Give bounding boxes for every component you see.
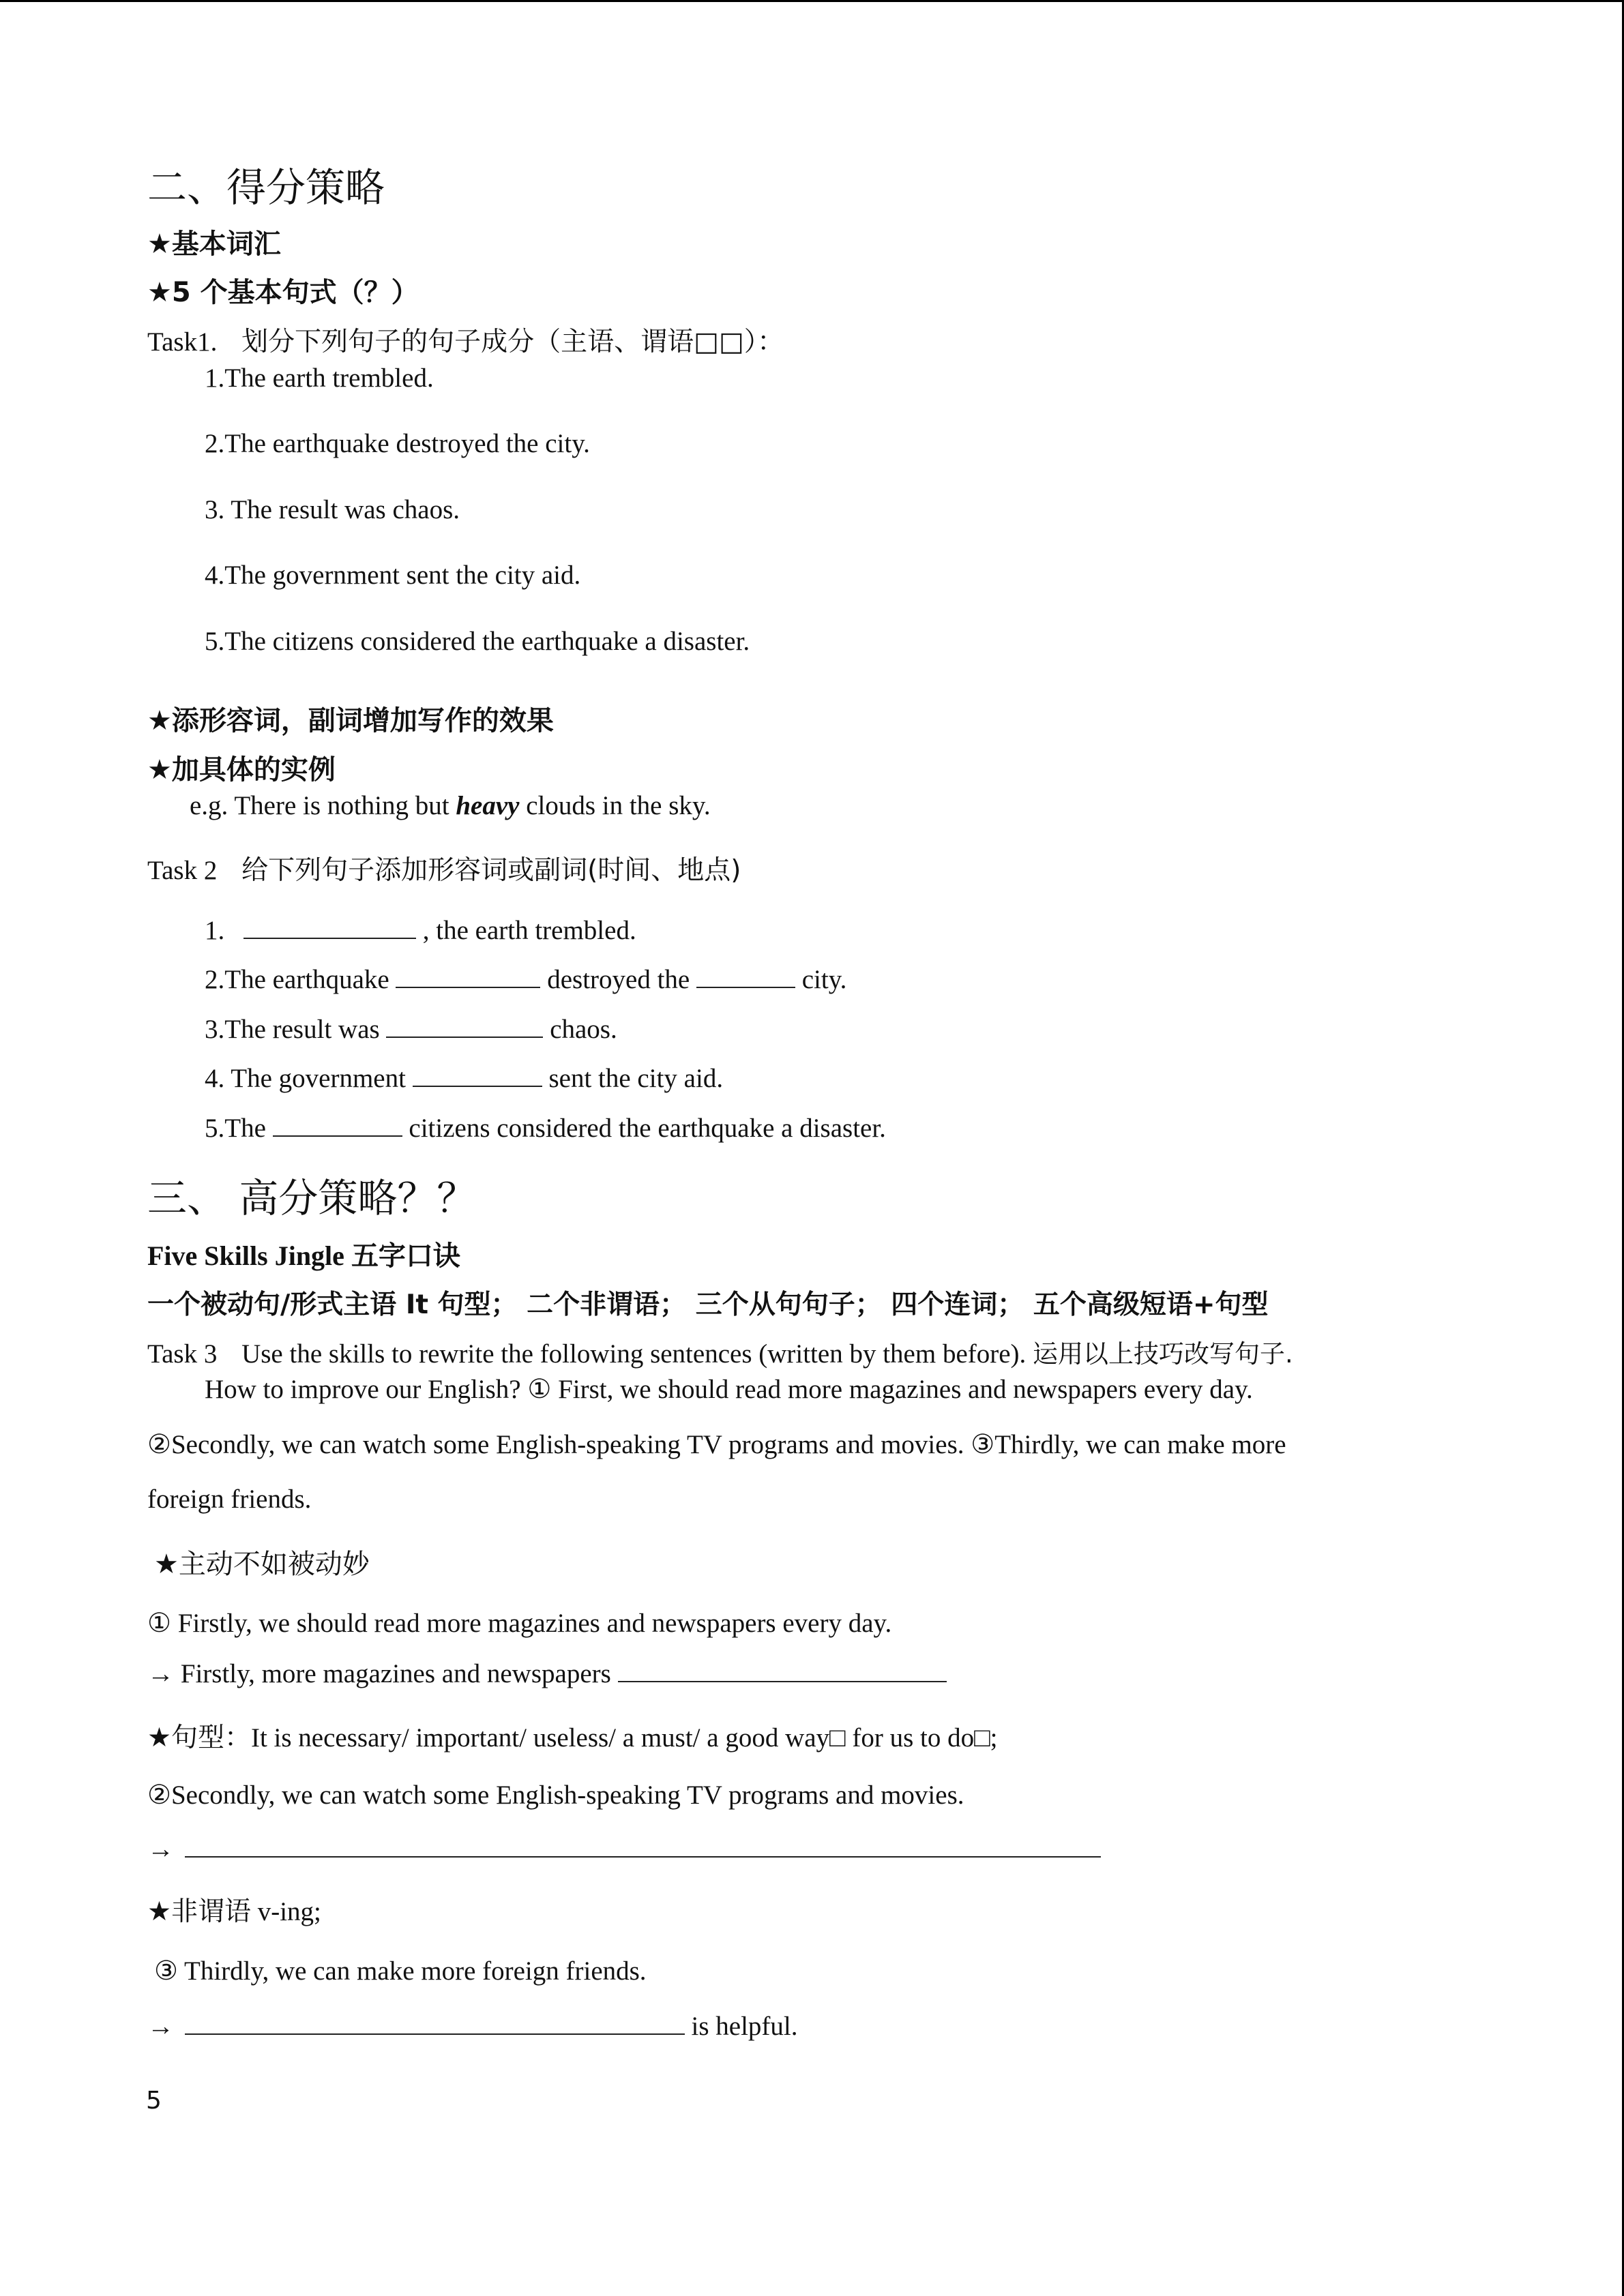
- task3-instruction: Use the skills to rewrite the following sentences (written by them before).: [241, 1339, 1027, 1369]
- sentence-text: city.: [801, 965, 847, 994]
- blank-line[interactable]: [696, 964, 795, 988]
- jingle-en: Five Skills Jingle: [147, 1240, 344, 1271]
- sentence-text: sent the city aid.: [548, 1064, 724, 1093]
- task3-line: [147, 1333, 1293, 1370]
- top-border: [0, 0, 1624, 2]
- sentence-text: 4. The government: [205, 1064, 406, 1093]
- task2-sentence-1: [205, 914, 636, 946]
- nonfinite-label: ★非谓语: [147, 1896, 251, 1927]
- page-number: 5: [146, 2087, 162, 2115]
- example-prefix: e.g. There is nothing but: [190, 791, 456, 820]
- task1-sentence: 4.The government sent the city aid.: [205, 561, 581, 590]
- sentence-text: citizens considered the earthquake a disaster.: [409, 1114, 886, 1143]
- task1-sentence: 1.The earth trembled.: [205, 363, 434, 393]
- task1-line: [147, 320, 784, 359]
- task1-instruction: 划分下列句子的句子成分（主语、谓语□□）：: [241, 327, 784, 357]
- task2-sentence-3: [205, 1013, 617, 1045]
- star-examples-heading: ★加具体的实例: [147, 754, 336, 786]
- task3-label: Task 3: [147, 1339, 218, 1369]
- blank-line[interactable]: [618, 1658, 947, 1682]
- blank-line[interactable]: [185, 2010, 685, 2035]
- task3-instruction-cn: 运用以上技巧改写句子.: [1033, 1339, 1293, 1369]
- sentence-text: , the earth trembled.: [422, 916, 636, 945]
- sentence-text: 3.The result was: [205, 1015, 380, 1044]
- sentence-text: 5.The: [205, 1114, 266, 1143]
- task3-paragraph-line: ②Secondly, we can watch some English-speaking TV programs and movies. ③Thirdly, we can make more: [147, 1430, 1286, 1459]
- jingle-heading: [147, 1234, 460, 1273]
- item1-sentence: ① Firstly, we should read more magazines and newspapers every day.: [147, 1609, 892, 1638]
- item2-rewrite: [147, 1833, 1101, 1864]
- star-adj-heading: ★添形容词，副词增加写作的效果: [147, 705, 554, 736]
- jingle-cn: 五字口诀: [351, 1240, 460, 1272]
- blank-line[interactable]: [185, 1833, 1101, 1858]
- sentence-text: 2.The earthquake: [205, 965, 389, 994]
- task1-sentence: 5.The citizens considered the earthquake a disaster.: [205, 627, 750, 656]
- example-suffix: clouds in the sky.: [519, 791, 711, 820]
- example-emphasis: heavy: [456, 791, 520, 820]
- blank-line[interactable]: [243, 914, 416, 939]
- pattern-label: ★句型：: [147, 1723, 251, 1753]
- task2-label: Task 2: [147, 856, 218, 885]
- rewrite-tail: is helpful.: [691, 2012, 798, 2041]
- section3-title: 三、 高分策略？？: [147, 1175, 477, 1221]
- task1-label: Task1.: [147, 327, 218, 357]
- task3-paragraph-line: How to improve our English? ① First, we should read more magazines and newspapers every day.: [205, 1375, 1253, 1404]
- item3-rewrite: [147, 2010, 797, 2042]
- star-vocab-heading: ★基本词汇: [147, 228, 281, 260]
- blank-line[interactable]: [386, 1013, 543, 1038]
- arrow-icon: →: [147, 1834, 174, 1864]
- task2-instruction: 给下列句子添加形容词或副词(时间、地点): [241, 855, 741, 886]
- task1-sentence: 2.The earthquake destroyed the city.: [205, 429, 590, 458]
- blank-line[interactable]: [413, 1062, 542, 1087]
- arrow-icon: →: [147, 2012, 174, 2041]
- sentence-text: chaos.: [550, 1015, 617, 1044]
- task2-sentence-5: [205, 1112, 886, 1144]
- blank-line[interactable]: [396, 964, 540, 988]
- nonfinite-line: [147, 1890, 321, 1928]
- passive-heading: ★主动不如被动妙: [154, 1549, 370, 1580]
- star-patterns-heading: ★5 个基本句式（？）: [147, 277, 419, 308]
- item3-sentence: ③ Thirdly, we can make more foreign friends.: [154, 1956, 647, 1986]
- pattern-line: [147, 1716, 997, 1755]
- example-sentence: [190, 790, 711, 821]
- task3-paragraph-line: foreign friends.: [147, 1485, 312, 1514]
- pattern-text: It is necessary/ important/ useless/ a must/ a good way□ for us to do□;: [250, 1723, 998, 1753]
- task2-line: [147, 849, 741, 887]
- rewrite-text: → Firstly, more magazines and newspapers: [147, 1659, 611, 1688]
- sentence-text: destroyed the: [547, 965, 690, 994]
- section2-title: 二、得分策略: [147, 164, 385, 211]
- skills-line: 一个被动句/形式主语 It 句型； 二个非谓语； 三个从句句子； 四个连词； 五个高级短语+句型: [147, 1289, 1269, 1320]
- item1-rewrite: [147, 1658, 947, 1689]
- task2-sentence-4: [205, 1062, 723, 1094]
- task1-sentence: 3. The result was chaos.: [205, 495, 460, 524]
- sentence-number: 1.: [205, 916, 225, 945]
- task2-sentence-2: [205, 964, 846, 995]
- nonfinite-text: v-ing;: [257, 1897, 321, 1926]
- item2-sentence: ②Secondly, we can watch some English-speaking TV programs and movies.: [147, 1780, 964, 1810]
- blank-line[interactable]: [273, 1112, 402, 1137]
